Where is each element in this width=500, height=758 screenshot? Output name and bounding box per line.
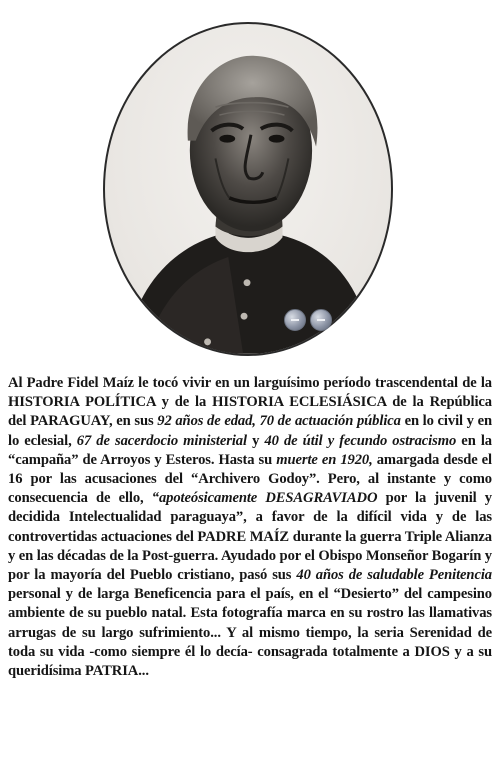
text-segment: en lo civil y en lo eclesial, [8, 413, 492, 449]
text-segment: , en sus [109, 413, 158, 430]
portrait-photo [103, 22, 393, 356]
text-segment: HISTORIA ECLESIÁSICA [212, 394, 387, 411]
text-segment: de la República del [8, 394, 492, 430]
image-viewer-controls [284, 309, 332, 331]
text-segment-italic: muerte en 1920, [276, 451, 373, 468]
minus-icon [291, 319, 299, 321]
text-segment-italic: 92 años de edad, 70 de actuación pública [157, 413, 401, 430]
biography-paragraph [8, 374, 492, 681]
zoom-in-button[interactable] [310, 309, 332, 331]
text-segment: HISTORIA POLÍTICA [8, 394, 156, 411]
text-segment: y de la [155, 394, 213, 411]
text-segment: en la “campaña” de Arroyos y Esteros. Hasta su [8, 432, 492, 468]
biography-text [8, 374, 492, 681]
text-segment-italic: 40 años de saludable Penitencia [296, 567, 492, 584]
minus-icon [317, 319, 325, 321]
text-segment-italic: 40 de útil y fecundo ostracismo [264, 432, 457, 449]
text-segment: por la juvenil y decidida Intelectualidad paraguaya”, a favor de la difícil vida y de las controvertidas actuaciones del PADRE MAÍZ durante la guerra Triple Alianza y en las décadas de la Post-guerra. Ayudado por el Obispo Monseñor Bogarín y por la mayoría del Pueblo cristiano, pasó sus [8, 490, 492, 584]
zoom-out-button[interactable] [284, 309, 306, 331]
text-segment: personal y de larga Beneficencia para el país, en el “Desierto” del campesino ambiente de su pueblo natal. Esta fotografía marca en su rostro las llamativas arrugas de su largo sufrimiento... Y al mismo tiempo, la seria Serenidad de toda su vida -como siempre él lo decía- consagrada totalmente a DIOS y a su queridísima PATRIA... [8, 586, 492, 680]
text-segment: y [246, 432, 265, 449]
text-segment-italic: 67 de sacerdocio ministerial [76, 432, 247, 449]
text-segment-italic: “apoteósicamente DESAGRAVIADO [151, 490, 378, 507]
text-segment: PARAGUAY [30, 413, 109, 430]
text-segment: Al Padre Fidel Maíz le tocó vivir en un larguísimo período trascendental de la [8, 375, 492, 391]
text-segment: amargada desde el 16 por las acusaciones del “Archivero Godoy”. Pero, al instante y como consecuencia de ello, [8, 451, 493, 507]
portrait-illustration [105, 24, 391, 354]
